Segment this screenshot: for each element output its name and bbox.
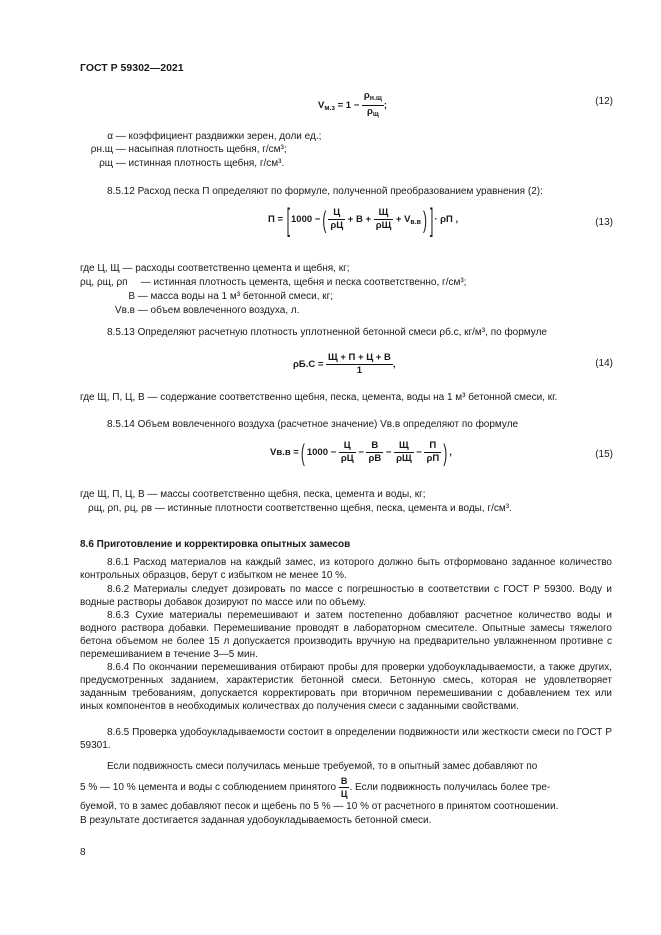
eq15-f4d: ρП: [426, 453, 440, 464]
section-8-6-heading: 8.6 Приготовление и корректировка опытных замесов: [80, 539, 351, 550]
def12-text: — насыпная плотность щебня, г/см³;: [115, 144, 287, 155]
page-header: ГОСТ Р 59302—2021: [80, 62, 184, 74]
eq15-frac4: [424, 440, 441, 465]
eq13-plusV: + V: [395, 214, 411, 226]
def12-text: — коэффициент раздвижки зерен, доли ед.;: [115, 131, 322, 142]
equation-15: Vв.в = ( 1000 − $\frac{Ц}{\rho Ц}$ − $\frac{В}{\rho В}$ − $\frac{Щ}{\rho Щ}$ − $\frac{П}{\rho П}$ ) ,: [270, 438, 452, 467]
paragraph-8-6-3: 8.6.3 Сухие материалы перемешивают и затем постепенно добавляют расчетное количество воды и водного раствора добавки. Перемешивание проводят в лабораторном смесителе. Опытные замесы тяжелого бетона объемом не более 15 л допускается производить вручную на предварительно увлажненном противне с перемешиванием в течение 3—5 мин.: [80, 610, 612, 660]
eq13-plusV-sub: в.в: [410, 219, 421, 227]
paragraph-8-5-12: 8.5.12 Расход песка П определяют по формуле, полученной преобразованием уравнения (2):: [107, 186, 543, 197]
def13-text: — расходы соответственно цемента и щебня, кг;: [122, 263, 350, 274]
eq12-lhs-sub: м.з: [324, 105, 335, 113]
last-line2-b: . Если подвижность получилась более тре-: [349, 782, 551, 794]
paragraph-8-5-14: 8.5.14 Объем вовлеченного воздуха (расчетное значение) Vв.в определяют по формуле: [107, 419, 519, 430]
eq12-num: ρ: [363, 90, 370, 101]
eq15-f2n: В: [366, 440, 383, 453]
eq13-1000: 1000 −: [291, 214, 321, 226]
equation-13: П = [1000 − ( $\frac{Ц}{\rho Ц}$ + В + $\frac{Щ}{\rho Щ}$ + $V_{в.в}$ ) ]· ρП ,: [268, 201, 459, 238]
paragraph-8-6-1: 8.6.1 Расход материалов на каждый замес, из которого должно быть отформовано заданное количество контрольных образцов, берут с избытком не менее 10 %.: [80, 557, 612, 581]
def15-text: — истинные плотности соответственно щебня, песка, цемента и воды, г/см³.: [154, 503, 512, 514]
eq15-frac3: [394, 440, 414, 465]
eq13-pre: П =: [268, 214, 286, 226]
def12-sym: ρн.щ: [90, 144, 113, 155]
eq13-f1d: ρЦ: [330, 220, 344, 231]
ratio-den: Ц: [340, 789, 348, 799]
def13-text: — масса воды на 1 м³ бетонной смеси, кг;: [137, 291, 334, 302]
eq14-lhs: ρБ.С =: [293, 359, 324, 371]
eq13-f2n: Щ: [374, 207, 394, 220]
eq15-f3d: ρЩ: [396, 453, 412, 464]
def12-sym: α: [107, 131, 113, 142]
eq15-f1n: Ц: [339, 440, 356, 453]
eq13-plusB: + В +: [347, 214, 372, 226]
paragraph-last-line2: [80, 775, 550, 800]
paragraph-last-line4: В результате достигается заданная удобоукладываемость бетонной смеси.: [80, 815, 432, 826]
eq13-frac2: [374, 207, 394, 232]
eq15-f1d: ρЦ: [340, 453, 354, 464]
def15-row: [80, 488, 426, 501]
eq12-den-sub: щ: [372, 111, 379, 118]
def12-row: [80, 143, 287, 156]
def13-sym: Vв.в: [114, 305, 135, 316]
def13-sym: ρц, ρщ, ρп: [80, 277, 128, 288]
eq13-post: · ρП ,: [434, 214, 459, 226]
paragraph-last-line3: буемой, то в замес добавляют песок и щебень по 5 % — 10 % от расчетного в принятом соотношении.: [80, 801, 559, 812]
def12-row: [95, 130, 321, 143]
eq15-1000: 1000 −: [306, 447, 337, 459]
eq15-number: (15): [595, 449, 613, 460]
eq15-tail: ,: [449, 447, 452, 459]
eq15-minus: −: [385, 447, 392, 459]
eq12-num-sub: н.щ: [369, 95, 382, 102]
def13-row: [80, 262, 350, 275]
page-number: 8: [80, 847, 86, 858]
last-line2-a: 5 % — 10 % цемента и воды с соблюдением принятого: [80, 782, 337, 794]
def12-row: [88, 157, 284, 170]
eq12-lhs: V: [318, 100, 325, 112]
eq13-f1n: Ц: [328, 207, 345, 220]
def13-row: [80, 276, 466, 289]
eq15-frac1: [339, 440, 356, 465]
def15-sym: где Щ, П, Ц, В: [80, 489, 145, 500]
def13-row: [80, 304, 300, 317]
ratio-num: В: [339, 775, 350, 788]
eq14-tail: ,: [392, 359, 396, 371]
def15-text: — массы соответственно щебня, песка, цемента и воды, кг;: [147, 489, 426, 500]
equation-12: [318, 90, 387, 121]
eq15-f3n: Щ: [394, 440, 414, 453]
eq12-body: = 1 −: [337, 100, 360, 112]
def15-row: [88, 502, 512, 515]
def15-sym: ρщ, ρп, ρц, ρв: [88, 503, 153, 514]
eq14-den: 1: [356, 365, 363, 376]
ratio-fraction: [339, 775, 350, 800]
paragraph-8-6-5: 8.6.5 Проверка удобоукладываемости состоит в определении подвижности или жесткости смеси по ГОСТ Р 59301.: [80, 727, 612, 751]
eq12-fraction: [362, 90, 384, 121]
eq12-tail: ;: [383, 100, 388, 112]
eq14-number: (14): [595, 358, 613, 369]
eq13-f2d: ρЩ: [375, 220, 392, 231]
paragraph-last-line1: Если подвижность смеси получилась меньше требуемой, то в опытный замес добавляют по: [107, 761, 538, 772]
def12-text: — истинная плотность щебня, г/см³.: [115, 158, 285, 169]
def13-text: — истинная плотность цемента, щебня и песка соответственно, г/см³;: [140, 277, 467, 288]
eq15-frac2: [366, 440, 383, 465]
paragraph-8-6-4: 8.6.4 По окончании перемешивания отбирают пробы для проверки удобоукладываемости, а также других, предусмотренных заданием, характеристик бетонной смеси. Бетонную смесь, которая не удовлетворяет заданным требованиям, допускается корректировать при вторичном перемешивании с добавлением тех или иных компонентов в необходимых количествах до получения смеси с заданными свойствами.: [80, 662, 612, 712]
equation-14: [293, 352, 395, 377]
eq14-num: Щ + П + Ц + В: [328, 352, 391, 363]
eq13-number: (13): [595, 217, 613, 228]
def13-text: — объем вовлеченного воздуха, л.: [137, 305, 300, 316]
paragraph-8-6-2: 8.6.2 Материалы следует дозировать по массе с погрешностью в соответствии с ГОСТ Р 59300. Воду и водные растворы добавок дозируют по массе или по объему.: [80, 584, 612, 608]
eq15-f4n: П: [424, 440, 441, 453]
def13-sym: где Ц, Щ: [80, 263, 120, 274]
eq13-frac1: [328, 207, 345, 232]
eq15-f2d: ρВ: [368, 453, 382, 464]
eq15-lhs: Vв.в =: [270, 447, 299, 459]
eq15-minus: −: [358, 447, 364, 459]
eq12-den: ρ: [367, 106, 373, 117]
paragraph-8-5-13: 8.5.13 Определяют расчетную плотность уплотненной бетонной смеси ρб.с, кг/м³, по формуле: [107, 327, 547, 338]
eq15-minus: −: [416, 447, 422, 459]
eq12-number: (12): [595, 96, 613, 107]
eq14-fraction: [326, 352, 393, 377]
def13-sym: В: [128, 291, 135, 302]
defs14: где Щ, П, Ц, В — содержание соответственно щебня, песка, цемента, воды на 1 м³ бетонной смеси, кг.: [80, 392, 558, 403]
def13-row: [80, 290, 333, 303]
def12-sym: ρщ: [99, 158, 113, 169]
